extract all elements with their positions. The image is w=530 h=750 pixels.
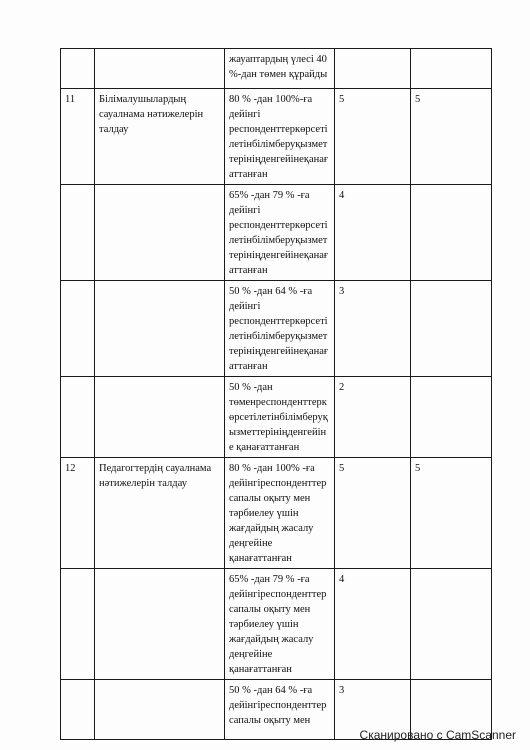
indicator-cell (95, 49, 225, 89)
points-cell: 3 (335, 680, 411, 740)
table-row (61, 49, 492, 89)
row-number-cell (61, 49, 95, 89)
indicator-cell (95, 680, 225, 740)
points-cell: 5 (335, 89, 411, 185)
indicator-cell: Педагогтердің сауалнама нәтижелерін талдау (95, 458, 225, 569)
max-points-cell (411, 377, 492, 458)
max-points-cell (411, 49, 492, 89)
table-row (61, 89, 492, 185)
row-number-cell (61, 569, 95, 680)
criterion-cell: 80 % -дан 100% -ға дейінгіреспонденттер сапалы оқыту мен тәрбиелеу үшін жағдайдың жасалу деңгейіне қанағаттанған (225, 458, 335, 569)
criterion-cell: 50 % -дан төменреспонденттерк өрсетілетінбілімберуқ ызметтерініңденгейіне қанағаттанған (225, 377, 335, 458)
points-cell: 2 (335, 377, 411, 458)
criterion-cell: 65% -дан 79 % -ға дейінгіреспонденттер сапалы оқыту мен тәрбиелеу үшін жағдайдың жасалу деңгейіне қанағаттанған (225, 569, 335, 680)
table-row (61, 281, 492, 377)
camscanner-watermark: Сканировано с CamScanner (359, 728, 516, 742)
table-row (61, 185, 492, 281)
row-number-cell: 12 (61, 458, 95, 569)
max-points-cell: 5 (411, 458, 492, 569)
points-cell: 5 (335, 458, 411, 569)
max-points-cell (411, 185, 492, 281)
criterion-cell: жауаптардың үлесі 40 %-дан төмен құрайды (225, 49, 335, 89)
criterion-cell: 50 % -дан 64 % -ға дейінгіреспонденттер сапалы оқыту мен (225, 680, 335, 740)
indicator-cell (95, 569, 225, 680)
points-cell: 3 (335, 281, 411, 377)
row-number-cell: 11 (61, 89, 95, 185)
table-row (61, 377, 492, 458)
table-row (61, 569, 492, 680)
indicator-cell (95, 185, 225, 281)
indicator-cell: Білімалушылардың сауалнама нәтижелерін талдау (95, 89, 225, 185)
max-points-cell (411, 281, 492, 377)
indicator-cell (95, 377, 225, 458)
criterion-cell: 65% -дан 79 % -ға дейінгі респонденттеркөрсеті летінбілімберуқызмет терініңденгейінеқанағ аттанған (225, 185, 335, 281)
max-points-cell: 5 (411, 89, 492, 185)
max-points-cell (411, 569, 492, 680)
evaluation-criteria-table (60, 48, 492, 740)
points-cell: 4 (335, 185, 411, 281)
row-number-cell (61, 281, 95, 377)
row-number-cell (61, 680, 95, 740)
indicator-cell (95, 281, 225, 377)
table-row (61, 458, 492, 569)
points-cell: 4 (335, 569, 411, 680)
points-cell (335, 49, 411, 89)
criterion-cell: 50 % -дан 64 % -ға дейінгі респонденттеркөрсеті летінбілімберуқызмет терініңденгейінеқанағ аттанған (225, 281, 335, 377)
row-number-cell (61, 185, 95, 281)
criterion-cell: 80 % -дан 100%-ға дейінгі респонденттеркөрсеті летінбілімберуқызмет терініңденгейінеқанағ аттанған (225, 89, 335, 185)
row-number-cell (61, 377, 95, 458)
